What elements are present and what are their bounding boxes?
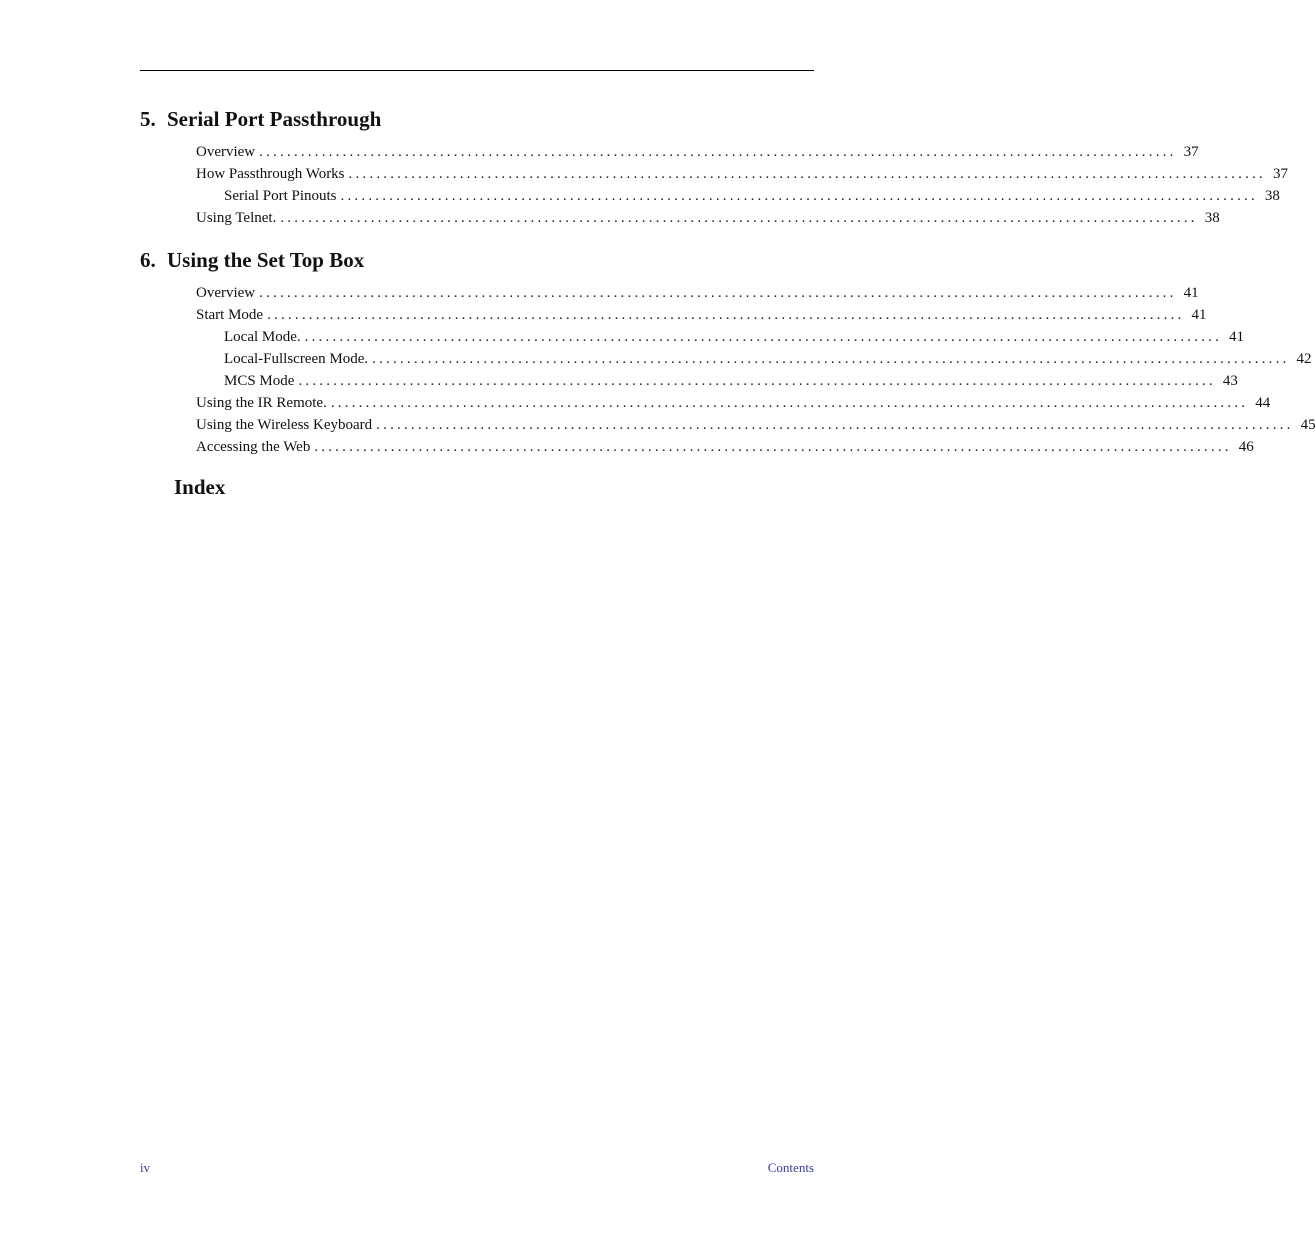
dot-leader: .................................................................................................................................... <box>348 166 1266 182</box>
toc-entry-page: 46 <box>1238 439 1254 455</box>
toc-entry-page: 41 <box>1183 285 1199 301</box>
toc-entry-local-fullscreen-mode[interactable] <box>224 348 1312 370</box>
chapter-title-text: Using the Set Top Box <box>167 248 365 272</box>
footer-page-number: iv <box>140 1160 151 1175</box>
toc-entry-label: Accessing the Web <box>196 439 311 455</box>
toc-entry-local-mode[interactable] <box>224 326 1245 348</box>
chapter-5 <box>140 107 1288 229</box>
toc-entry-page: 43 <box>1222 373 1238 389</box>
chapter-number: 5. <box>140 107 156 131</box>
toc-entry-serial-port-pinouts[interactable] <box>224 185 1280 207</box>
dot-leader: .................................................................................................................................... <box>259 285 1177 301</box>
chapter-6-entries <box>140 282 1316 458</box>
toc-entry-page: 38 <box>1264 188 1280 204</box>
toc-entry-label: Start Mode <box>196 307 264 323</box>
dot-leader: .................................................................................................................................... <box>304 329 1223 345</box>
toc-entry-label: Serial Port Pinouts <box>224 188 337 204</box>
toc-entry-page: 41 <box>1229 329 1245 345</box>
toc-entry-label: Overview <box>196 285 256 301</box>
toc-entry-label: MCS Mode <box>224 373 295 389</box>
toc-entry-label: How Passthrough Works <box>196 166 345 182</box>
dot-leader: .................................................................................................................................... <box>280 210 1198 226</box>
chapter-5-title[interactable] <box>140 107 814 131</box>
toc-entry-page: 37 <box>1272 166 1288 182</box>
toc-entry-page: 38 <box>1204 210 1220 226</box>
header-rule <box>140 70 814 71</box>
dot-leader: .................................................................................................................................... <box>259 144 1177 160</box>
toc-entry-page: 45 <box>1300 417 1316 433</box>
dot-leader: .................................................................................................................................... <box>314 439 1232 455</box>
chapter-5-entries <box>140 141 1288 229</box>
dot-leader: .................................................................................................................................... <box>330 395 1249 411</box>
toc-entry-page: 41 <box>1191 307 1207 323</box>
toc-entry-label: Using Telnet. <box>196 210 277 226</box>
toc-entry-accessing-the-web[interactable] <box>196 436 1254 458</box>
toc-entry-using-telnet[interactable] <box>196 207 1220 229</box>
toc-entry-start-mode[interactable] <box>196 304 1207 326</box>
toc-entry-using-wireless-keyboard[interactable] <box>196 414 1316 436</box>
toc-entry-overview[interactable] <box>196 141 1199 163</box>
toc-entry-how-passthrough-works[interactable] <box>196 163 1288 185</box>
chapter-6 <box>140 248 1316 458</box>
toc-entry-label: Local Mode. <box>224 329 301 345</box>
chapter-title-text: Serial Port Passthrough <box>167 107 382 131</box>
footer-section-link[interactable]: Contents <box>767 1160 814 1175</box>
dot-leader: .................................................................................................................................... <box>372 351 1290 367</box>
dot-leader: .................................................................................................................................... <box>376 417 1294 433</box>
toc-entry-overview[interactable] <box>196 282 1199 304</box>
toc-entry-using-ir-remote[interactable] <box>196 392 1271 414</box>
toc-entry-page: 42 <box>1296 351 1312 367</box>
index-heading[interactable]: Index <box>174 475 226 499</box>
chapter-number: 6. <box>140 248 156 272</box>
toc-entry-label: Using the IR Remote. <box>196 395 327 411</box>
dot-leader: .................................................................................................................................... <box>267 307 1185 323</box>
toc-entry-page: 44 <box>1255 395 1271 411</box>
dot-leader: .................................................................................................................................... <box>298 373 1216 389</box>
toc-entry-page: 37 <box>1183 144 1199 160</box>
chapter-6-title[interactable] <box>140 248 814 272</box>
toc-entry-label: Overview <box>196 144 256 160</box>
toc-entry-label: Using the Wireless Keyboard <box>196 417 373 433</box>
dot-leader: .................................................................................................................................... <box>340 188 1258 204</box>
toc-entry-label: Local-Fullscreen Mode. <box>224 351 369 367</box>
toc-entry-mcs-mode[interactable] <box>224 370 1238 392</box>
